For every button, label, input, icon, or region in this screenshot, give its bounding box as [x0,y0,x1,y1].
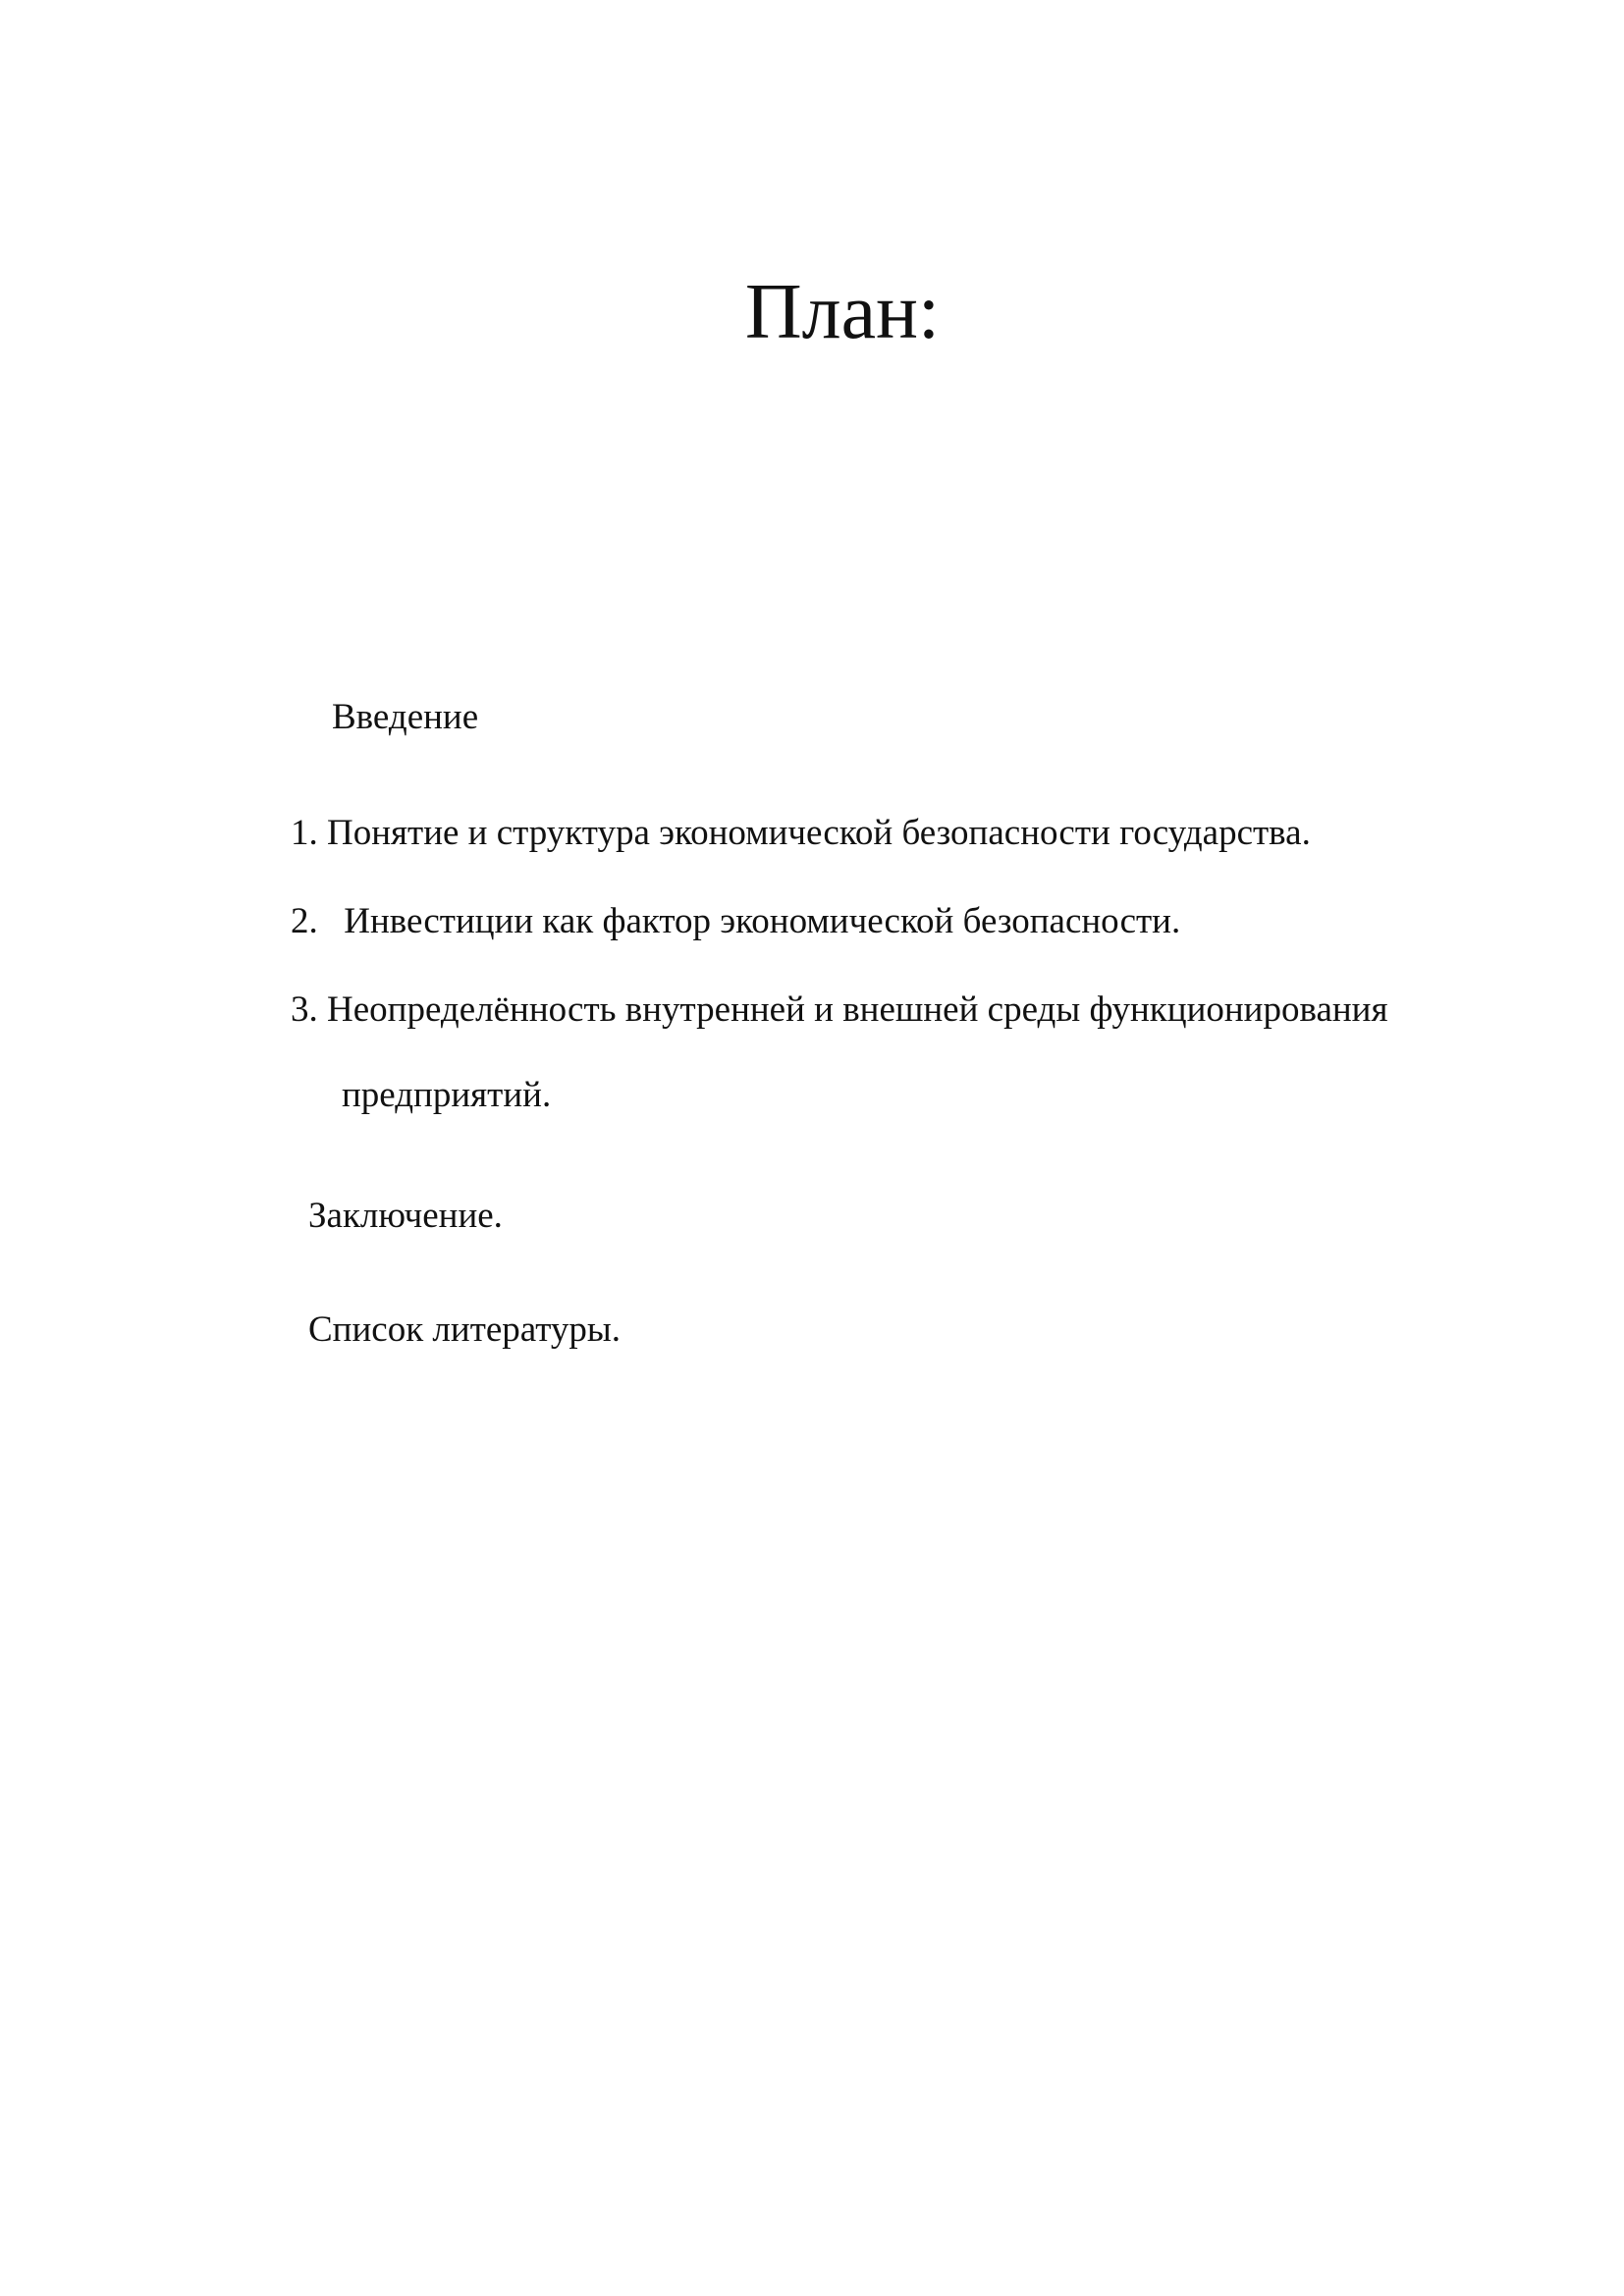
plan-item-text: Понятие и структура экономической безопасности государства. [327,813,1311,853]
plan-item-3 [291,988,1388,1033]
plan-item-number: 3. [291,989,318,1030]
plan-item-number: 2. [291,901,318,941]
plan-item-3-continuation: предприятий. [342,1075,552,1115]
page-title: План: [744,269,941,355]
conclusion-heading: Заключение. [308,1196,503,1236]
references-heading: Список литературы. [308,1309,622,1350]
plan-item-number: 1. [291,813,318,853]
intro-heading: Введение [332,697,479,737]
plan-item-text: Неопределённость внутренней и внешней среды функционирования [327,989,1388,1030]
plan-item-text: Инвестиции как фактор экономической безопасности. [344,901,1181,941]
plan-item-2 [291,899,1180,944]
plan-item-1 [291,811,1311,856]
